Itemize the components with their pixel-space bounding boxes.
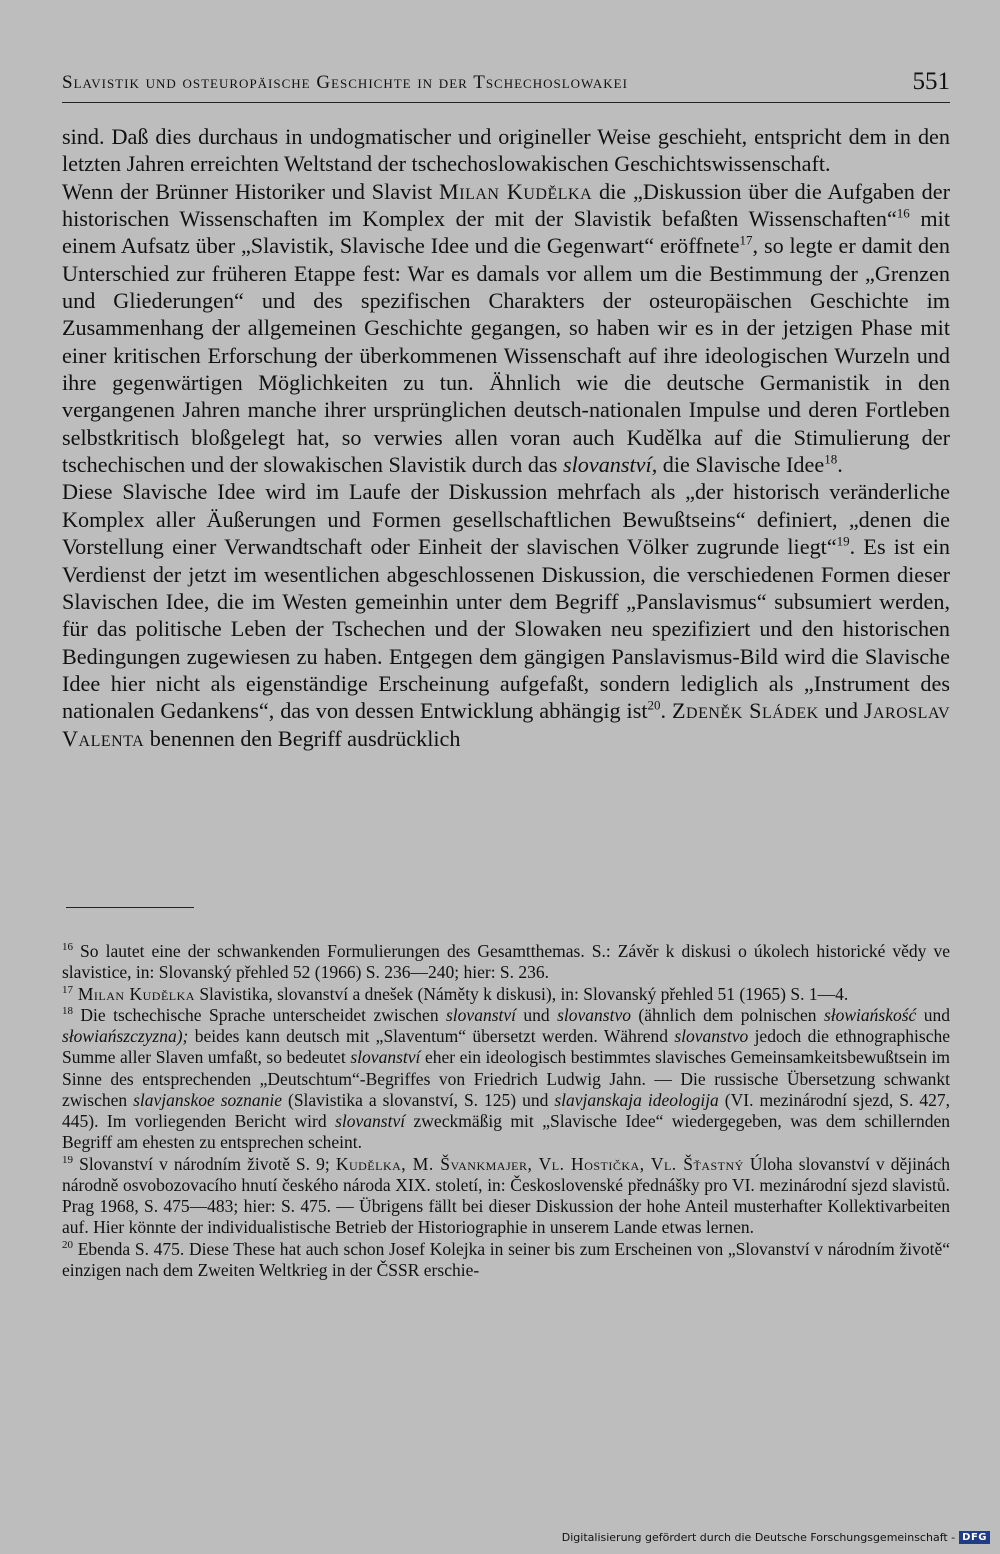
author-name: Zdeněk Sládek: [671, 698, 819, 724]
credit-text: Digitalisierung gefördert durch die Deutsche Forschungsgemeinschaft -: [561, 1531, 956, 1544]
footnotes: [62, 941, 950, 1281]
footnote-ref-16: 16: [896, 205, 910, 221]
footnote-ref-19: 19: [836, 533, 850, 549]
digitization-credit: [562, 1531, 990, 1544]
author-name: Jaroslav Valenta: [62, 698, 950, 751]
author-name: Milan Kudělka: [439, 178, 593, 204]
running-header: [62, 62, 950, 103]
dfg-logo: DFG: [959, 1531, 990, 1544]
paragraph-3: Diese Slavische Idee wird im Laufe der Diskussion mehrfach als „der historisch veränderliche Komplex aller Äußerungen und Formen gesellschaftlichen Bewußtseins“ definiert, „denen die Vorstellung einer Verwandtschaft oder Einheit der slavischen Völker zugrunde liegt“$^{19}$. Es ist ein Verdienst der jetzt im wesentlichen abgeschlossenen Diskussion, die verschiedenen Formen dieser Slavischen Idee, die im Westen gemeinhin unter dem Begriff „Panslavismus“ subsumiert werden, für das politische Leben der Tschechen und der Slowaken neu spezifiziert und den historischen Bedingungen zugewiesen zu haben. Entgegen dem gängigen Panslavismus-Bild wird die Slavische Idee hier nicht als eigenständige Erscheinung aufgefaßt, sondern lediglich als „Instrument des nationalen Gedankens“, das von dessen Entwicklung abhängig ist$^{20}$. Zdeněk Sládek und Jaroslav Valenta benennen den Begriff ausdrücklich: [62, 479, 950, 751]
paragraph-1: sind. Daß dies durchaus in undogmatischer und origineller Weise geschieht, entspricht dem in den letzten Jahren erreichten Weltstand der tschechoslowakischen Geschichtswissenschaft.: [62, 124, 950, 177]
footnote-20: $^{20}$ Ebenda S. 475. Diese These hat auch schon Josef Kolejka in seiner bis zum Erscheinen von „Slovanství v národním životě“ einzigen nach dem Zweiten Weltkrieg in der ČSSR erschie-: [62, 1238, 950, 1280]
footnote-ref-20: 20: [647, 697, 661, 713]
main-text: [62, 123, 950, 752]
paragraph-2: Wenn der Brünner Historiker und Slavist Milan Kudělka die „Diskussion über die Aufgaben der historischen Wissenschaften im Komplex der mit der Slavistik befaßten Wissenschaften“$^{16}$ mit einem Aufsatz über „Slavistik, Slavische Idee und die Gegenwart“ eröffnete$^{17}$, so legte er damit den Unterschied zur früheren Etappe fest: War es damals vor allem um die Bestimmung der „Grenzen und Gliederungen“ und des spezifischen Charakters der osteuropäischen Geschichte im Zusammenhang der allgemeinen Geschichte gegangen, so haben wir es in der jetzigen Phase mit einer kritischen Erforschung der überkommenen Wissenschaft auf ihre ideologischen Wurzeln und ihre gegenwärtigen Möglichkeiten zu tun. Ähnlich wie die deutsche Germanistik in den vergangenen Jahren manche ihrer ursprünglichen deutsch-nationalen Impulse und deren Fortleben selbstkritisch bloßgelegt hat, so verwies allen voran auch Kudělka auf die Stimulierung der tschechischen und der slowakischen Slavistik durch das slovanství, die Slavische Idee$^{18}$.: [62, 178, 950, 478]
footnote-ref-17: 17: [739, 232, 753, 248]
footnote-17: $^{17}$ Milan Kudělka Slavistika, slovanství a dnešek (Náměty k diskusi), in: Slovanský přehled 51 (1965) S. 1—4.: [62, 983, 849, 1004]
footnote-ref-18: 18: [824, 451, 838, 467]
footnote-18: $^{18}$ Die tschechische Sprache unterscheidet zwischen slovanství und slovanstvo (ähnlich dem polnischen słowiańskość und słowiańszczyzna); beides kann deutsch mit „Slaventum“ übersetzt werden. Während slovanstvo jedoch die ethnographische Summe aller Slaven umfaßt, so bedeutet slovanství eher ein ideologisch bestimmtes slavisches Gemeinsamkeitsbewußtsein im Sinne des entsprechenden „Deutschtum“-Begriffes von Friedrich Ludwig Jahn. — Die russische Übersetzung schwankt zwischen slavjanskoe soznanie (Slavistika a slovanství, S. 125) und slavjanskaja ideologija (VI. mezinárodní sjezd, S. 427, 445). Im vorliegenden Bericht wird slovanství zweckmäßig mit „Slavische Idee“ wiedergegeben, was dem schillernden Begriff am ehesten zu entsprechen scheint.: [62, 1004, 950, 1153]
footnote-16: $^{16}$ So lautet eine der schwankenden Formulierungen des Gesamtthemas. S.: Závěr k diskusi o úkolech historické vědy ve slavistice, in: Slovanský přehled 52 (1966) S. 236—240; hier: S. 236.: [62, 941, 950, 983]
footnote-separator: [66, 907, 194, 908]
running-title: Slavistik und osteuropäische Geschichte in der Tschechoslowakei: [62, 72, 628, 93]
footnote-19: $^{19}$ Slovanství v národním životě S. 9; Kudělka, M. Švankmajer, Vl. Hostička, Vl. Šťastný Úloha slovanství v dějinách národně osvobozovacího hnutí českého národa XIX. století, in: Československé přednášky pro VI. mezinárodní sjezd slavistů. Prag 1968, S. 475—483; hier: S. 475. — Übrigens fällt bei dieser Diskussion der hohe Anteil musterhafter Kollektivarbeiten auf. Hier könnte der individualistische Betrieb der Historiographie in unserem Lande etwas lernen.: [62, 1153, 950, 1238]
page-number: 551: [912, 68, 950, 95]
